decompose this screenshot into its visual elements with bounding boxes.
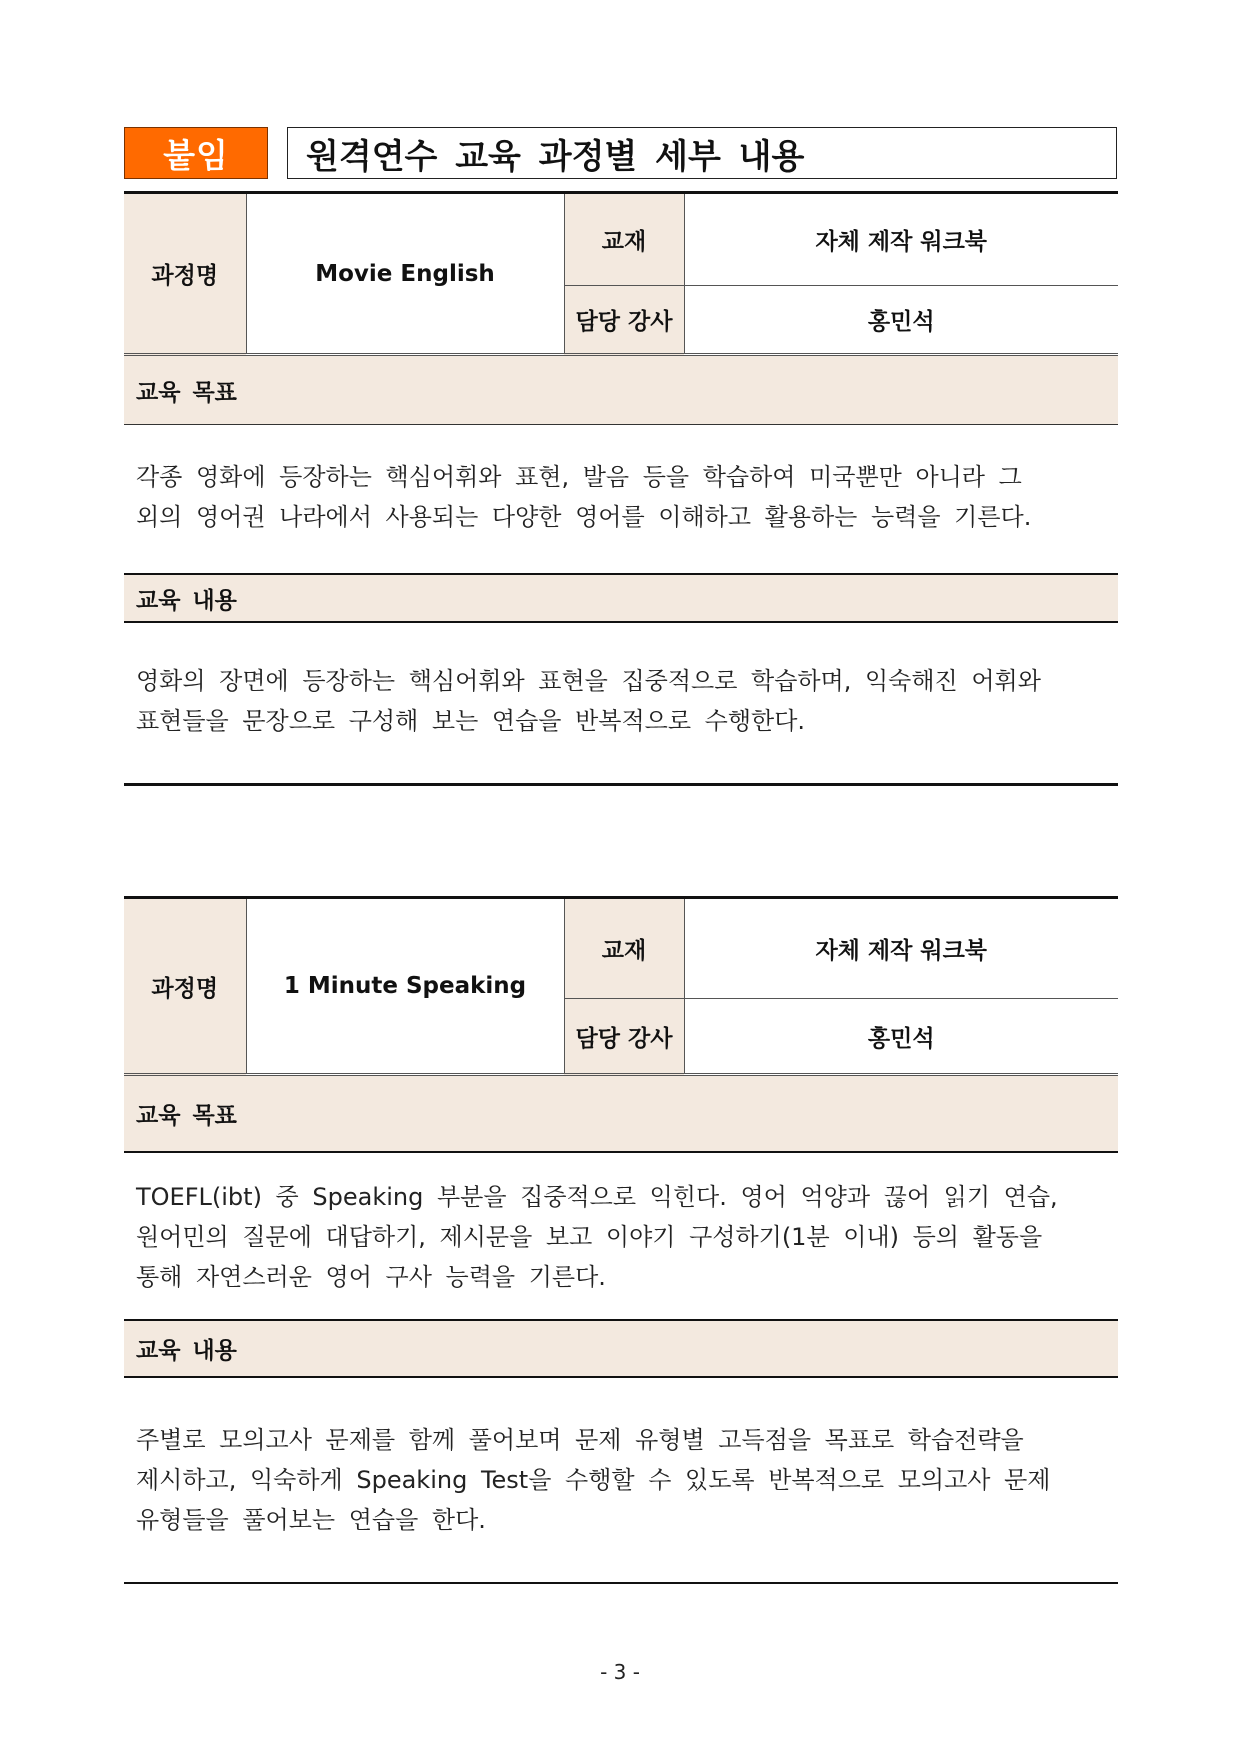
- course-name-label: 과정명: [124, 193, 246, 355]
- course-block-2: [124, 896, 1118, 1584]
- content-text: [124, 1420, 1118, 1542]
- page-title-text: 원격연수 교육 과정별 세부 내용: [306, 136, 805, 177]
- content-heading: 교육 내용: [124, 575, 1118, 623]
- goal-heading: 교육 목표: [124, 1076, 1118, 1153]
- goal-line: 외의 영어권 나라에서 사용되는 다양한 영어를 이해하고 활용하는 능력을 기른다.: [136, 503, 1032, 531]
- goal-text: [124, 457, 1118, 539]
- instructor-value: 홍민석: [684, 286, 1118, 355]
- instructor-value: 홍민석: [684, 999, 1118, 1075]
- course-name-label: 과정명: [124, 898, 246, 1075]
- course-end-rule: [124, 1582, 1118, 1584]
- content-line: 영화의 장면에 등장하는 핵심어휘와 표현을 집중적으로 학습하며, 익숙해진 어휘와: [136, 667, 1041, 695]
- page-number: - 3 -: [600, 1660, 640, 1684]
- textbook-label: 교재: [564, 898, 684, 999]
- instructor-label: 담당 강사: [564, 286, 684, 355]
- course-info-table: [124, 896, 1118, 1076]
- course-end-rule: [124, 783, 1118, 786]
- textbook-value: 자체 제작 워크북: [684, 898, 1118, 999]
- content-line: 유형들을 풀어보는 연습을 한다.: [136, 1506, 486, 1534]
- content-text: [124, 661, 1118, 743]
- course-name: 1 Minute Speaking: [246, 898, 564, 1075]
- page-title: [287, 127, 1117, 179]
- textbook-label: 교재: [564, 193, 684, 286]
- course-info-table: [124, 191, 1118, 356]
- content-line: 제시하고, 익숙하게 Speaking Test을 수행할 수 있도록 반복적으로 모의고사 문제: [136, 1466, 1051, 1494]
- goal-line: TOEFL(ibt) 중 Speaking 부분을 집중적으로 익힌다. 영어 억양과 끊어 읽기 연습,: [136, 1183, 1058, 1211]
- course-block-1: [124, 191, 1118, 786]
- goal-text: [124, 1177, 1118, 1299]
- content-heading: 교육 내용: [124, 1321, 1118, 1378]
- course-name: Movie English: [246, 193, 564, 355]
- goal-heading: 교육 목표: [124, 356, 1118, 425]
- content-line: 주별로 모의고사 문제를 함께 풀어보며 문제 유형별 고득점을 목표로 학습전략을: [136, 1426, 1024, 1454]
- goal-line: 각종 영화에 등장하는 핵심어휘와 표현, 발음 등을 학습하여 미국뿐만 아니라 그: [136, 463, 1022, 491]
- textbook-value: 자체 제작 워크북: [684, 193, 1118, 286]
- goal-line: 통해 자연스러운 영어 구사 능력을 기른다.: [136, 1263, 606, 1291]
- attachment-badge: 붙임: [124, 127, 268, 179]
- content-line: 표현들을 문장으로 구성해 보는 연습을 반복적으로 수행한다.: [136, 707, 806, 735]
- goal-line: 원어민의 질문에 대답하기, 제시문을 보고 이야기 구성하기(1분 이내) 등의 활동을: [136, 1223, 1043, 1251]
- instructor-label: 담당 강사: [564, 999, 684, 1075]
